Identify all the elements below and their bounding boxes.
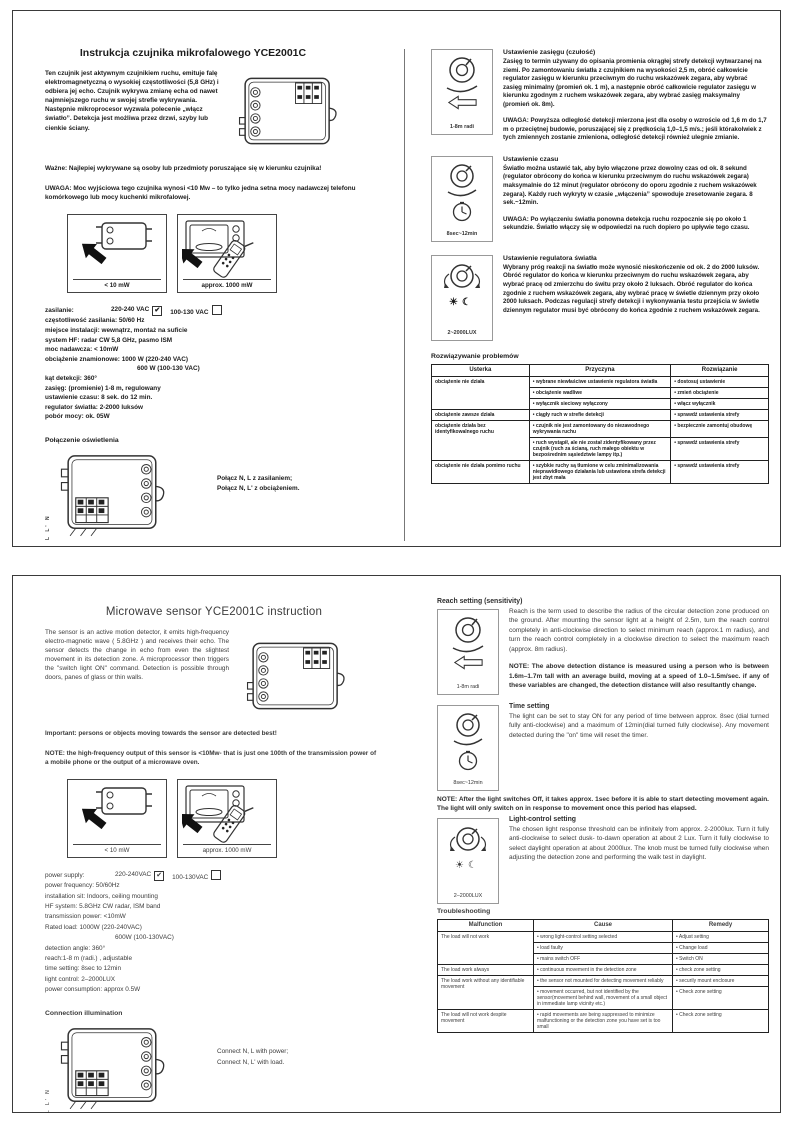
time-dial-icon: 8sec~12min (437, 705, 499, 791)
moon-icon: ☾ (462, 296, 475, 308)
time-body: The light can be set to stay ON for any period of time between approx. 8sec (dial turned fully anti-clockwise) and a maximum of 12min(dial turned fully clockwise). Any movement detected during the "on" time will reset the timer. (509, 713, 769, 739)
power-supply-label: power supply: (45, 872, 85, 880)
reach-dial-icon: 1-8m radi (437, 609, 499, 695)
page-1-polish (12, 10, 781, 547)
header-remedy: Rozwiązanie (671, 364, 769, 376)
table-row (438, 964, 769, 975)
time-note: NOTE: After the light switches Off, it takes approx. 1sec before it is able to start detecting movement again. The light will only switch on in response to movement once this period has elapsed. (437, 796, 769, 813)
cause-cell: • ciągły ruch w strefie detekcji (529, 409, 671, 420)
sun-moon-icons (449, 298, 475, 308)
connection-title: Połączenie oświetlenia (45, 436, 119, 444)
connection-note-2: Połącz N, L' z obciążeniem. (217, 485, 300, 493)
left-arrow-icon (446, 95, 478, 110)
fault-cell: obciążenie nie działa pomimo ruchu (432, 460, 530, 483)
sensor-device-icon (235, 69, 343, 153)
reach-body: Reach is the term used to describe the radius of the circular detection zone produced on the ground. After mounting the sensor light at a height of 2.5m, turn the reach control completely in anti-clockwise direction to select minimum reach (approx.1 m radius), and turn the reach control completely in a clockwise direction to select the maximum reach (approx. 8m radius). (509, 608, 769, 653)
table-row (438, 975, 769, 986)
intro-row (45, 628, 413, 718)
light-heading: Light-control setting (509, 815, 576, 823)
connection-notes (217, 474, 300, 540)
power-option-230: 220-240VAC ✔ (115, 871, 164, 881)
remedy-cell: • dostosuj ustawienie (671, 376, 769, 387)
table-row (432, 376, 769, 387)
checkbox-unchecked-icon (211, 870, 221, 880)
spec-line: time setting: 8sec to 12min (45, 965, 122, 973)
table-header-row (438, 919, 769, 931)
intro-row (45, 69, 413, 153)
microwave-phone-icon (182, 782, 272, 844)
page-title: Microwave sensor YCE2001C instruction (105, 606, 323, 618)
page2-right-column (437, 576, 769, 1033)
spec-line: moc nadawcza: < 10mW (45, 346, 119, 354)
spec-line: transmission power: <10mW (45, 913, 126, 921)
connection-note-1: Połącz N, L z zasilaniem; (217, 474, 293, 482)
power-option-110: 100-130VAC (172, 870, 221, 881)
fault-cell: The load will not work (438, 931, 534, 964)
fault-cell: obciążenie działa bez identyfikowalnego ruchu (432, 420, 530, 460)
connection-note-1: Connect N, L with power; (217, 1048, 289, 1056)
table-row (438, 1009, 769, 1032)
cause-cell: • obciążenie wadliwe (529, 387, 671, 398)
lux-dial-icon: ☀☾ 2–2000LUX (437, 818, 499, 904)
connection-notes (217, 1047, 288, 1113)
spec-line: częstotliwość zasilania: 50/60 Hz (45, 317, 145, 325)
cause-cell: • ruch wystąpił, ale nie został zidentyfikowany przez czujnik (ruch za ścianą, ruch małego obiektu w bezpośrednim sąsiedztwie lampy itp.) (529, 437, 671, 460)
spec-line: ustawienie czasu: 8 sek. do 12 min. (45, 394, 153, 402)
time-note: UWAGA: Po wyłączeniu światła ponowna detekcja ruchu rozpocznie się po około 1 sekundzie. Światło włączy się w odpowiedzi na ruch dopiero po upływie tego czasu. (503, 215, 750, 232)
spec-line: power frequency: 50/60Hz (45, 882, 120, 890)
clock-icon (457, 749, 479, 771)
spec-list (45, 881, 413, 995)
table-header-row (432, 364, 769, 376)
spec-line: miejsce instalacji: wewnątrz, montaż na suficie (45, 326, 188, 334)
connection-row (45, 1021, 413, 1113)
cause-cell: • mains switch OFF (533, 953, 672, 964)
cause-cell: • rapid movements are being suppressed to minimize malfunctioning or the detection zone you have set is too small (533, 1009, 672, 1032)
troubleshooting-table (431, 364, 769, 484)
spec-line: regulator światła: 2-2000 luksów (45, 403, 144, 411)
figure-low-power (67, 214, 167, 293)
header-fault: Usterka (432, 364, 530, 376)
header-remedy: Remedy (673, 919, 769, 931)
figure-label: approx. 1000 mW (183, 279, 271, 292)
page-2-english (12, 575, 781, 1113)
table-row (438, 931, 769, 942)
fault-cell: The load will not work despite movement (438, 1009, 534, 1032)
terminal-labels: L L' N (45, 1088, 51, 1114)
remedy-cell: • sprawdź ustawienia strefy (671, 460, 769, 483)
cause-cell: • movement occurred, but not identified by the sensor(movement behind wall, movement of a small object in immediate lamp vicinity etc.) (533, 986, 672, 1009)
remedy-cell: • securily mount enclosure (673, 975, 769, 986)
reach-heading: Reach setting (sensitivity) (437, 598, 523, 605)
troubleshooting-table (437, 919, 769, 1033)
figure-label: approx. 1000 mW (183, 844, 271, 857)
important-note: Important: persons or objects moving towards the sensor are detected best! (45, 730, 277, 737)
microwave-phone-icon (182, 217, 272, 279)
spec-list (45, 316, 413, 422)
intro-paragraph: Ten czujnik jest aktywnym czujnikiem ruchu, emituje falę elektromagnetyczną o wysokiej częstotliwości (5,8 GHz) i odbiera jej echo. Czujnik wykrywa zmianę echa od nawet najmniejszego ruchu w swojej strefie wykrywania. Następnie mikroprocesor wyzwala polecenie „włącz światło”. Detekcja jest możliwa przez drzwi, szyby lub cienkie ściany. (45, 70, 219, 132)
figures-row (67, 214, 413, 293)
spec-line: reach:1-8 m (radi.) , adjustable (45, 954, 133, 962)
remedy-cell: • Change load (673, 942, 769, 953)
spec-line: power consumption: approx 0.5W (45, 986, 141, 994)
sensor-arrow-icon (72, 217, 162, 279)
checkbox-checked-icon: ✔ (152, 306, 162, 316)
remedy-cell: • check zone setting (673, 964, 769, 975)
troubleshooting-title: Rozwiązywanie problemów (431, 352, 519, 360)
fault-cell: The load work always (438, 964, 534, 975)
figures-row (67, 779, 413, 858)
sun-icon: ☀ (455, 859, 468, 871)
power-output-note: UWAGA: Moc wyjściowa tego czujnika wynosi <10 Mw – to tylko jedna setna mocy nadawczej telefonu komórkowego lub mocy kuchenki mikrofalowej. (45, 185, 356, 202)
remedy-cell: • włącz wyłącznik (671, 398, 769, 409)
reach-heading: Ustawienie zasięgu (czułość) (503, 49, 596, 56)
connection-diagram-icon (51, 448, 171, 540)
checkbox-unchecked-icon (212, 305, 222, 315)
reach-note: NOTE: The above detection distance is measured using a person who is between 1.6m–1.7m tall with an average build, moving at a speed of 1.0–1.5m/sec. if any of these variables are changed, the detection distance will also resultantly change. (509, 663, 769, 689)
table-row (432, 420, 769, 437)
cause-cell: • load faulty (533, 942, 672, 953)
table-row (432, 460, 769, 483)
power-supply-label: zasilanie: (45, 307, 74, 315)
figure-label: < 10 mW (73, 844, 161, 857)
cause-cell: • wyłącznik sieciowy wyłączony (529, 398, 671, 409)
moon-icon: ☾ (468, 859, 481, 871)
fault-cell: The load work without any identifiable movement (438, 975, 534, 1009)
reach-body: Zasięg to termin używany do opisania promienia okrągłej strefy detekcji wytwarzanej na ziemi. Po zamontowaniu światła z czujnikiem na wysokości 2,5 m, obróć całkowicie regulator zasięgu w kierunku przeciwnym do ruchu wskazówek zegara, aby wybrać zasięg minimalny (promień ok. 1 m), a następnie obróć całkowicie regulator zasięgu w kierunku zgodnym z ruchem wskazówek zegara, aby wybrać zasięg maksymalny (promień ok. 8m). (503, 58, 762, 108)
time-heading: Ustawienie czasu (503, 155, 559, 163)
power-option-110: 100-130 VAC (170, 305, 221, 316)
connection-diagram-icon (51, 1021, 171, 1113)
spec-line: detection angle: 360° (45, 944, 106, 952)
spec-line: system HF: radar CW 5,8 GHz, pasmo ISM (45, 336, 173, 344)
reach-section (431, 49, 769, 143)
spec-line: HF system: 5.8GHz CW radar, ISM band (45, 903, 161, 911)
light-heading: Ustawienie regulatora światła (503, 254, 597, 262)
lux-dial-icon: ☀☾ 2~2000LUX (431, 255, 493, 341)
figure-microwave-phone (177, 779, 277, 858)
spec-line: obciążenie znamionowe: 1000 W (220-240 VAC) (45, 355, 189, 363)
remedy-cell: • Check zone setting (673, 986, 769, 1009)
connection-row (45, 448, 413, 540)
cause-cell: • continuous movement in the detection zone (533, 964, 672, 975)
figure-low-power (67, 779, 167, 858)
light-body: Wybrany próg reakcji na światło może wynosić nieskończenie od ok. 2 do 2000 luksów. Obróć regulator do końca w kierunku przeciwnym do ruchu wskazówek zegara, aby wybrać pracę od zmierzchu do świtu przy około 2 luksach. Obróć regulator do końca zgodnie z ruchem wskazówek zegara, aby wybrać pracę w świetle dziennym przy około 2000 luksach. Podczas regulacji strefy detekcji i wykonywania testu przejścia w świetle dziennym regulator musi być obrócony do końca zgodnie z ruchem wskazówek zegara. (503, 263, 760, 314)
header-cause: Przyczyna (529, 364, 671, 376)
table-row (432, 409, 769, 420)
cause-cell: • wybrane niewłaściwe ustawienie regulatora światła (529, 376, 671, 387)
power-supply-row (45, 870, 413, 881)
power-output-note: NOTE: the high-frequency output of this sensor is <10Mw- that is just one 100th of the transmission power of a mobile phone or the output of a microwave oven. (45, 750, 377, 767)
time-section (431, 156, 769, 242)
header-cause: Cause (533, 919, 672, 931)
reach-note: UWAGA: Powyższa odległość detekcji mierzona jest dla osoby o wzroście od 1,6 m do 1,7 m o przeciętnej budowie, poruszającej się z prędkością 1,0–1,5 m/s.; jeśli którakolwiek z tych zmiennych zostanie zmieniona, odległość detekcji również ulegnie zmianie. (503, 117, 767, 142)
time-body: Światło można ustawić tak, aby było włączone przez dowolny czas od ok. 8 sekund (regulator obrócony do końca w kierunku przeciwnym do ruchu wskazówek zegara) maksymalnie do 12 minut (regulator obrócony do oporu zgodnie z ruchem wskazówek zegara). Każdy ruch wykryty w czasie „włączenia” spowoduje zresetowanie zegara. 8 sek.~12min. (503, 164, 757, 207)
cause-cell: • wrong light-control setting selected (533, 931, 672, 942)
clock-icon (451, 200, 473, 222)
cause-cell: • the sensor not mounted for detecting movement reliably (533, 975, 672, 986)
remedy-cell: • bezpiecznie zamontuj obudowę (671, 420, 769, 437)
sun-icon: ☀ (449, 296, 462, 308)
cause-cell: • szybkie ruchy są tłumione w celu zminimalizowania nieprawidłowego działania lub ustawiona strefa detekcji jest zbyt mała (529, 460, 671, 483)
page1-left-column (45, 11, 413, 540)
spec-line: zasięg: (promienie) 1-8 m, regulowany (45, 384, 161, 392)
sensor-arrow-icon (72, 782, 162, 844)
header-malfunction: Malfunction (438, 919, 534, 931)
remedy-cell: • Switch ON (673, 953, 769, 964)
spec-line: light control: 2–2000LUX (45, 975, 115, 983)
spec-line: pobór mocy: ok. 05W (45, 413, 110, 421)
important-note: Ważne: Najlepiej wykrywane są osoby lub przedmioty poruszające się w kierunku czujnika! (45, 165, 322, 172)
remedy-cell: • zmień obciążenie (671, 387, 769, 398)
reach-dial-icon: 1-8m radi (431, 49, 493, 135)
intro-paragraph: The sensor is an active motion detector, it emits high-frequency electro-magnetic wave ( 5.8GHz ) and receives their echo. The sensor detects the change in echo from even the slightest movement in its detection zone. A microprocessor then triggers the "switch light ON" command. Detection is possible through doors, panes of glass or thin walls. (45, 629, 229, 682)
checkbox-checked-icon: ✔ (154, 871, 164, 881)
reach-text (503, 49, 767, 143)
power-option-230: 220-240 VAC ✔ (111, 306, 162, 316)
connection-note-2: Connect N, L' with load. (217, 1058, 285, 1066)
remedy-cell: • sprawdź ustawienia strefy (671, 409, 769, 420)
time-text (503, 156, 767, 242)
left-arrow-icon (452, 655, 484, 670)
light-body: The chosen light response threshold can be infinitely from approx. 2-2000lux. Turn it fully anti-clockwise to select dusk- to-dawn operation at about 2 Lux. Turn it fully clockwise to select daylight operation at about 2000lux. The knob must be turned fully clockwise when adjusting the detection zone and performing the walk test in daylight. (509, 825, 769, 862)
power-supply-row (45, 305, 413, 316)
figure-microwave-phone (177, 214, 277, 293)
remedy-cell: • Adjust setting (673, 931, 769, 942)
figure-label: < 10 mW (73, 279, 161, 292)
fault-cell: obciążenie zawsze działa (432, 409, 530, 420)
spec-line: 600 W (100-130 VAC) (137, 365, 200, 373)
sensor-device-icon (243, 634, 351, 718)
spec-line: installation sit: Indoors, ceiling mounting (45, 892, 158, 900)
remedy-cell: • sprawdź ustawienia strefy (671, 437, 769, 460)
spec-line: 600W (100-130VAC) (115, 934, 174, 942)
time-dial-icon: 8sec~12min (431, 156, 493, 242)
connection-title: Connection illumination (45, 1010, 123, 1018)
sun-moon-icons (455, 861, 481, 871)
fault-cell: obciążenie nie działa (432, 376, 530, 409)
spec-line: Rated load: 1000W (220-240VAC) (45, 923, 142, 931)
light-section (431, 255, 769, 341)
page-title: Instrukcja czujnika mikrofalowego YCE2001C (79, 47, 307, 59)
light-text (503, 255, 767, 341)
spec-line: kąt detekcji: 360° (45, 374, 97, 382)
troubleshooting-title: Troubleshooting (437, 907, 491, 915)
page1-right-column (431, 11, 769, 484)
terminal-labels: L L' N (45, 514, 51, 540)
page2-left-column (45, 576, 413, 1113)
time-heading: Time setting (509, 703, 550, 710)
remedy-cell: • Check zone setting (673, 1009, 769, 1032)
cause-cell: • czujnik nie jest zamontowany do niezawodnego wykrywania ruchu (529, 420, 671, 437)
